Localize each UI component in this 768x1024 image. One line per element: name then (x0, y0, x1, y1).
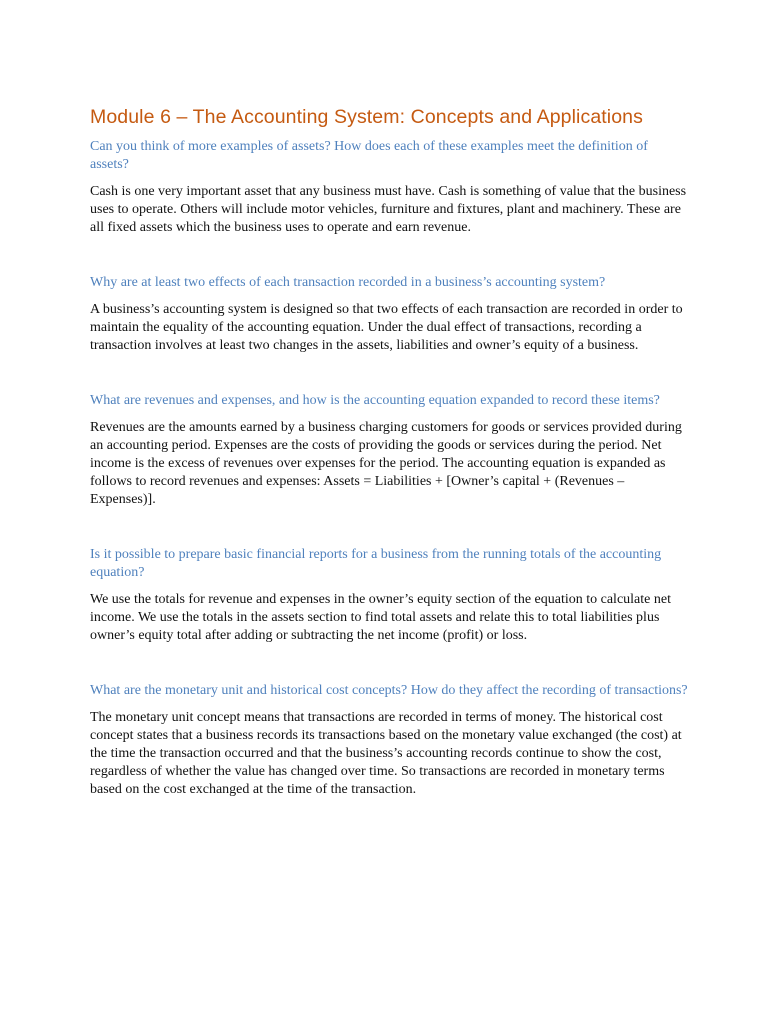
answer-3: Revenues are the amounts earned by a business charging customers for goods or services provided during an accounting period. Expenses are the costs of providing the goods or services during the period. Net income is the excess of revenues over expenses for the period. The accounting equation is expanded as follows to record revenues and expenses: Assets = Liabilities + [Owner’s capital + (Revenues – Expenses)]. (90, 420, 682, 507)
qa-section-2 (90, 274, 688, 355)
answer-4: We use the totals for revenue and expenses in the owner’s equity section of the equation to calculate net income. We use the totals in the assets section to find total assets and relate this to total liabilities plus owner’s equity total after adding or subtracting the net income (profit) or loss. (90, 592, 671, 643)
section-spacer (90, 237, 688, 274)
section-spacer (90, 645, 688, 682)
page-title: Module 6 – The Accounting System: Concepts and Applications (90, 106, 643, 128)
question-5: What are the monetary unit and historical cost concepts? How do they affect the recording of transactions? (90, 683, 688, 698)
question-4: Is it possible to prepare basic financial reports for a business from the running totals of the accounting equation? (90, 547, 662, 580)
section-spacer (90, 355, 688, 392)
section-spacer (90, 509, 688, 546)
qa-section-3 (90, 392, 688, 509)
answer-2: A business’s accounting system is designed so that two effects of each transaction are recorded in order to maintain the equality of the accounting equation. Under the dual effect of transactions, recording a transaction involves at least two changes in the assets, liabilities and owner’s equity of a business. (90, 302, 683, 353)
answer-1: Cash is one very important asset that any business must have. Cash is something of value that the business uses to operate. Others will include motor vehicles, furniture and fixtures, plant and machinery. These are all fixed assets which the business uses to operate and earn revenue. (90, 184, 687, 235)
question-1: Can you think of more examples of assets? How does each of these examples meet the definition of assets? (90, 139, 648, 172)
question-2: Why are at least two effects of each transaction recorded in a business’s accounting system? (90, 275, 606, 290)
answer-5: The monetary unit concept means that transactions are recorded in terms of money. The historical cost concept states that a business records its transactions based on the monetary value exchanged (the cost) at the time the transaction occurred and that the business’s accounting records continue to show the cost, regardless of whether the value has changed over time. So transactions are recorded in monetary terms based on the cost exchanged at the time of the transaction. (90, 710, 682, 797)
qa-section-5 (90, 682, 688, 799)
qa-section-1 (90, 138, 688, 237)
qa-section-4 (90, 546, 688, 645)
question-3: What are revenues and expenses, and how is the accounting equation expanded to record these items? (90, 393, 660, 408)
